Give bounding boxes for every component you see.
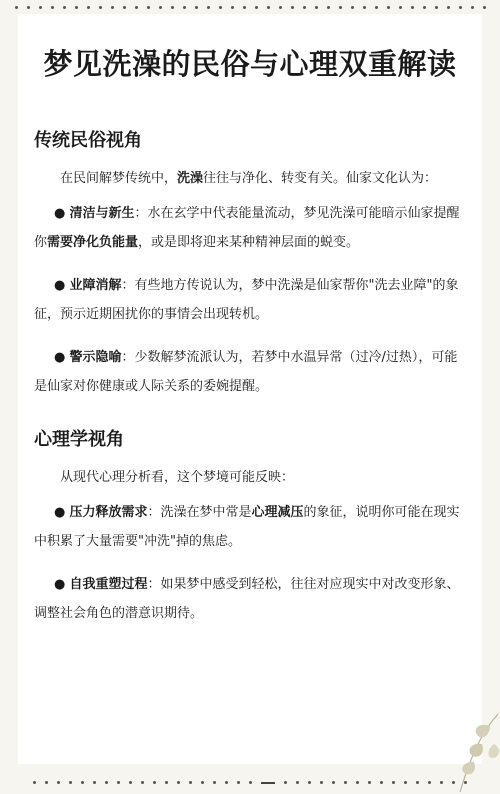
list-item: ● 业障消解：有些地方传说认为，梦中洗澡是仙家帮你"洗去业障"的象征，预示近期困扰你的事情会出现转机。 — [34, 278, 459, 322]
bullet-icon: ● — [54, 505, 66, 520]
bullet-icon: ● — [54, 206, 66, 221]
list-item: ● 压力释放需求：洗澡在梦中常是心理减压的象征，说明你可能在现实中积累了大量需要"冲洗"掉的焦虑。 — [34, 505, 460, 549]
list-item: ● 自我重塑过程：如果梦中感受到轻松，往往对应现实中对改变形象、调整社会角色的潜意识期待。 — [34, 577, 460, 621]
section-intro: 在民间解梦传统中，洗澡往往与净化、转变有关。仙家文化认为： — [60, 171, 438, 186]
list-item: ● 警示隐喻：少数解梦流派认为，若梦中水温异常（过冷/过热），可能是仙家对你健康或人际关系的委婉提醒。 — [34, 350, 458, 394]
bottom-dot-border — [0, 781, 500, 784]
bullet-icon: ● — [54, 278, 66, 293]
bullet-icon: ● — [54, 577, 66, 592]
section-folk — [34, 126, 466, 401]
section-intro: 从现代心理分析看，这个梦境可能反映： — [60, 470, 295, 485]
leaf-decoration-icon — [440, 704, 500, 794]
page-title: 梦见洗澡的民俗与心理双重解读 — [43, 47, 457, 81]
top-dot-border — [0, 6, 500, 9]
article — [34, 40, 466, 652]
section-psychology — [34, 425, 466, 628]
section-heading: 传统民俗视角 — [34, 130, 142, 151]
section-heading: 心理学视角 — [34, 429, 124, 450]
bullet-icon: ● — [54, 350, 66, 365]
list-item: ● 清洁与新生：水在玄学中代表能量流动，梦见洗澡可能暗示仙家提醒你需要净化负能量，或是即将迎来某种精神层面的蜕变。 — [34, 206, 460, 250]
